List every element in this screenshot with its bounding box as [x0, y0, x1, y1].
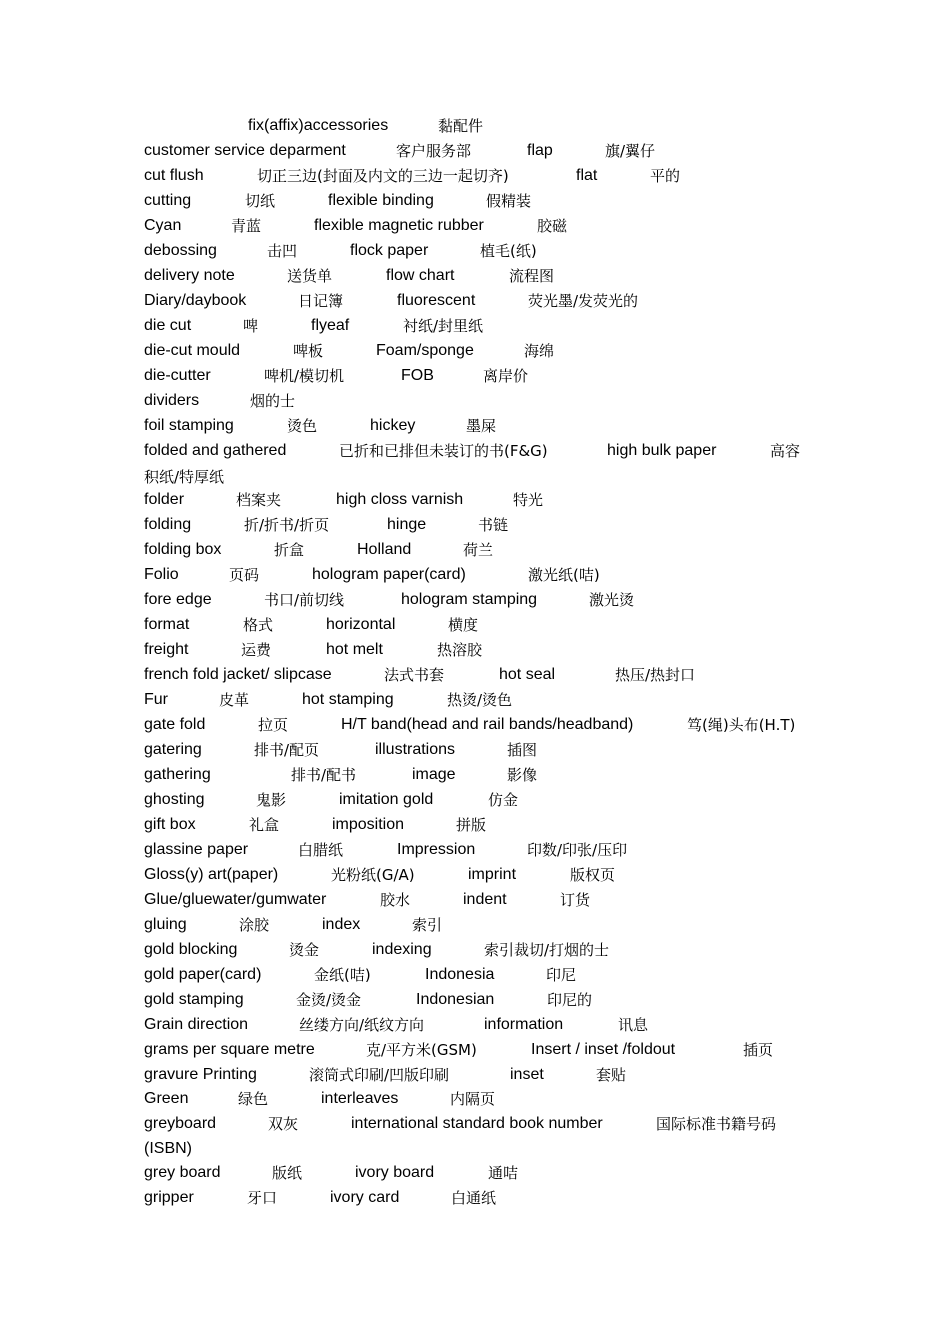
- term-cn: 影像: [507, 766, 538, 784]
- term-en: gluing: [144, 916, 187, 933]
- term-cn: 荧光墨/发荧光的: [528, 292, 639, 310]
- term-en: Impression: [397, 841, 476, 858]
- term-en: foil stamping: [144, 417, 234, 434]
- term-en: imposition: [332, 816, 405, 833]
- term-cn: 横度: [448, 616, 479, 634]
- term-en: Green: [144, 1090, 189, 1107]
- term-cn: 排书/配页: [254, 741, 320, 759]
- term-en: die cut: [144, 317, 192, 334]
- term-en: folding box: [144, 541, 222, 558]
- term-cn: 白腊纸: [298, 841, 344, 859]
- term-cn: 书链: [478, 516, 509, 534]
- term-en: interleaves: [321, 1090, 399, 1107]
- term-en: FOB: [401, 367, 434, 384]
- term-cn: 丝缕方向/纸纹方向: [299, 1016, 425, 1034]
- term-en: gravure Printing: [144, 1066, 257, 1083]
- term-en: debossing: [144, 242, 217, 259]
- term-cn: 档案夹: [236, 491, 282, 509]
- term-cn: 假精装: [486, 192, 532, 210]
- term-en: flap: [527, 142, 553, 159]
- term-cn: 热烫/烫色: [447, 691, 513, 709]
- term-en: hot stamping: [302, 691, 394, 708]
- term-cn: 荷兰: [463, 541, 494, 559]
- term-cn: 平的: [650, 167, 681, 185]
- term-en: H/T band(head and rail bands/headband): [341, 716, 634, 733]
- term-cn: 金纸(咭): [314, 966, 371, 984]
- term-cn: 绿色: [238, 1090, 269, 1108]
- term-en: Gloss(y) art(paper): [144, 866, 279, 883]
- term-cn: 击凹: [267, 242, 298, 260]
- term-cn: 啤机/模切机: [264, 367, 345, 385]
- term-en: fluorescent: [397, 292, 476, 309]
- term-en: die-cut mould: [144, 342, 241, 359]
- term-cn: 衬纸/封里纸: [403, 317, 484, 335]
- term-cn: 折盒: [274, 541, 305, 559]
- term-cn: 印尼: [546, 966, 577, 984]
- term-cn: 插图: [507, 741, 538, 759]
- term-en: cut flush: [144, 167, 204, 184]
- term-en: fore edge: [144, 591, 212, 608]
- term-cn: 仿金: [488, 791, 519, 809]
- term-cn: 礼盒: [249, 816, 280, 834]
- term-cn: 涂胶: [239, 916, 270, 934]
- term-cn: 索引裁切/打烟的士: [484, 941, 610, 959]
- term-en: fix(affix)accessories: [248, 117, 389, 134]
- term-cn: 特光: [513, 491, 544, 509]
- term-en: greyboard: [144, 1115, 217, 1132]
- term-cn: 版纸: [272, 1164, 303, 1182]
- term-en: folder: [144, 491, 185, 508]
- term-cn: 已折和已排但未装订的书(F&G): [339, 442, 548, 460]
- term-en: flat: [576, 167, 598, 184]
- term-cn: 烫色: [287, 417, 318, 435]
- term-cn: 双灰: [268, 1115, 299, 1133]
- term-cn: 白通纸: [451, 1189, 497, 1207]
- term-en: folded and gathered: [144, 442, 287, 459]
- term-cn: 植毛(纸): [480, 242, 537, 260]
- term-en: flow chart: [386, 267, 455, 284]
- term-en: gold stamping: [144, 991, 244, 1008]
- term-cn: 离岸价: [483, 367, 529, 385]
- term-cn: 笃(绳)头布(H.T): [687, 716, 796, 734]
- term-en: freight: [144, 641, 189, 658]
- term-en: inset: [510, 1066, 544, 1083]
- term-cn: 滚筒式印刷/凹版印刷: [309, 1066, 450, 1084]
- term-cn: 流程图: [509, 267, 555, 285]
- term-en: hologram stamping: [401, 591, 538, 608]
- term-en: Glue/gluewater/gumwater: [144, 891, 327, 908]
- term-en: hinge: [387, 516, 427, 533]
- term-cn: 印数/印张/压印: [527, 841, 628, 859]
- term-en: Indonesia: [425, 966, 495, 983]
- term-en: international standard book number: [351, 1115, 603, 1132]
- term-en: illustrations: [375, 741, 456, 758]
- term-en: customer service deparment: [144, 142, 346, 159]
- term-cn: 拉页: [258, 716, 289, 734]
- term-cn: 索引: [412, 916, 443, 934]
- term-en: gift box: [144, 816, 196, 833]
- term-en: indexing: [372, 941, 432, 958]
- term-cn: 啤: [243, 317, 259, 335]
- term-cn: 啤板: [293, 342, 324, 360]
- term-cn: 法式书套: [384, 666, 445, 684]
- term-en: Fur: [144, 691, 168, 708]
- term-cn: 金烫/烫金: [296, 991, 362, 1009]
- term-en: gold paper(card): [144, 966, 262, 983]
- term-en: ivory card: [330, 1189, 400, 1206]
- term-cn: 切纸: [245, 192, 276, 210]
- term-cn: 胶磁: [537, 217, 568, 235]
- term-cn: 墨屎: [466, 417, 497, 435]
- term-cn: 版权页: [570, 866, 616, 884]
- term-en: gatering: [144, 741, 202, 758]
- term-cn: 牙口: [247, 1189, 278, 1207]
- term-cn: 烟的士: [250, 392, 296, 410]
- term-en: ghosting: [144, 791, 205, 808]
- term-en: Insert / inset /foldout: [531, 1041, 676, 1058]
- term-en: hickey: [370, 417, 416, 434]
- term-en: high closs varnish: [336, 491, 464, 508]
- term-cn: 克/平方米(GSM): [366, 1041, 477, 1059]
- term-en: high bulk paper: [607, 442, 717, 459]
- term-en: Diary/daybook: [144, 292, 247, 309]
- term-cn: 书口/前切线: [264, 591, 345, 609]
- term-cn: 送货单: [287, 267, 333, 285]
- term-cn: 客户服务部: [396, 142, 472, 160]
- term-en: flexible binding: [328, 192, 434, 209]
- term-en: Holland: [357, 541, 412, 558]
- term-en: delivery note: [144, 267, 235, 284]
- term-en: Cyan: [144, 217, 182, 234]
- term-en: gripper: [144, 1189, 194, 1206]
- term-cn: 激光烫: [589, 591, 635, 609]
- term-en: hot seal: [499, 666, 556, 683]
- term-en: cutting: [144, 192, 192, 209]
- term-cn: 页码: [229, 566, 260, 584]
- term-en: dividers: [144, 392, 200, 409]
- term-cn: 海绵: [524, 342, 555, 360]
- term-en: glassine paper: [144, 841, 249, 858]
- term-cn: 皮革: [219, 691, 250, 709]
- term-cn: 套贴: [596, 1066, 627, 1084]
- term-cn: 热溶胶: [437, 641, 483, 659]
- term-en: Grain direction: [144, 1016, 249, 1033]
- term-en: folding: [144, 516, 192, 533]
- term-en: Foam/sponge: [376, 342, 474, 359]
- term-cn: 旗/翼仔: [605, 142, 656, 160]
- term-cn: 光粉纸(G/A): [331, 866, 415, 884]
- term-en: hot melt: [326, 641, 383, 658]
- term-cn: 烫金: [289, 941, 320, 959]
- term-en: gate fold: [144, 716, 206, 733]
- term-cn: 订货: [560, 891, 591, 909]
- term-cn: 激光纸(咭): [528, 566, 600, 584]
- term-cn: 运费: [241, 641, 272, 659]
- term-en: die-cutter: [144, 367, 211, 384]
- term-cn: 黏配件: [438, 117, 484, 135]
- term-en: flexible magnetic rubber: [314, 217, 484, 234]
- term-en: image: [412, 766, 456, 783]
- term-cn: 胶水: [380, 891, 411, 909]
- term-en: imprint: [468, 866, 517, 883]
- term-en: Folio: [144, 566, 179, 583]
- term-en: format: [144, 616, 190, 633]
- term-en: flyeaf: [311, 317, 350, 334]
- term-en: flock paper: [350, 242, 429, 259]
- term-cn: 切正三边(封面及内文的三边一起切齐): [257, 167, 509, 185]
- term-en: grey board: [144, 1164, 221, 1181]
- term-cn: 日记簿: [298, 292, 344, 310]
- term-cn: 热压/热封口: [615, 666, 696, 684]
- term-cn: 折/折书/折页: [244, 516, 330, 534]
- term-cn: 讯息: [618, 1016, 649, 1034]
- term-en: horizontal: [326, 616, 396, 633]
- term-en: grams per square metre: [144, 1041, 315, 1058]
- term-en: index: [322, 916, 361, 933]
- term-en: (ISBN): [144, 1140, 192, 1157]
- term-en: french fold jacket/ slipcase: [144, 666, 332, 683]
- term-cn: 鬼影: [256, 791, 287, 809]
- term-cn: 印尼的: [547, 991, 593, 1009]
- term-cn: 通咭: [488, 1164, 519, 1182]
- term-cn: 高容: [770, 442, 801, 460]
- term-cn: 排书/配书: [291, 766, 357, 784]
- term-en: gold blocking: [144, 941, 238, 958]
- term-cn: 青蓝: [231, 217, 262, 235]
- term-en: information: [484, 1016, 564, 1033]
- term-cn: 插页: [743, 1041, 774, 1059]
- term-cn: 内隔页: [450, 1090, 496, 1108]
- term-en: ivory board: [355, 1164, 435, 1181]
- term-en: indent: [463, 891, 507, 908]
- term-cn: 拼版: [456, 816, 487, 834]
- term-en: hologram paper(card): [312, 566, 466, 583]
- term-en: Indonesian: [416, 991, 495, 1008]
- term-en: imitation gold: [339, 791, 434, 808]
- term-cn: 格式: [243, 616, 274, 634]
- term-en: gathering: [144, 766, 211, 783]
- term-cn: 积纸/特厚纸: [144, 468, 225, 486]
- term-cn: 国际标准书籍号码: [656, 1115, 777, 1133]
